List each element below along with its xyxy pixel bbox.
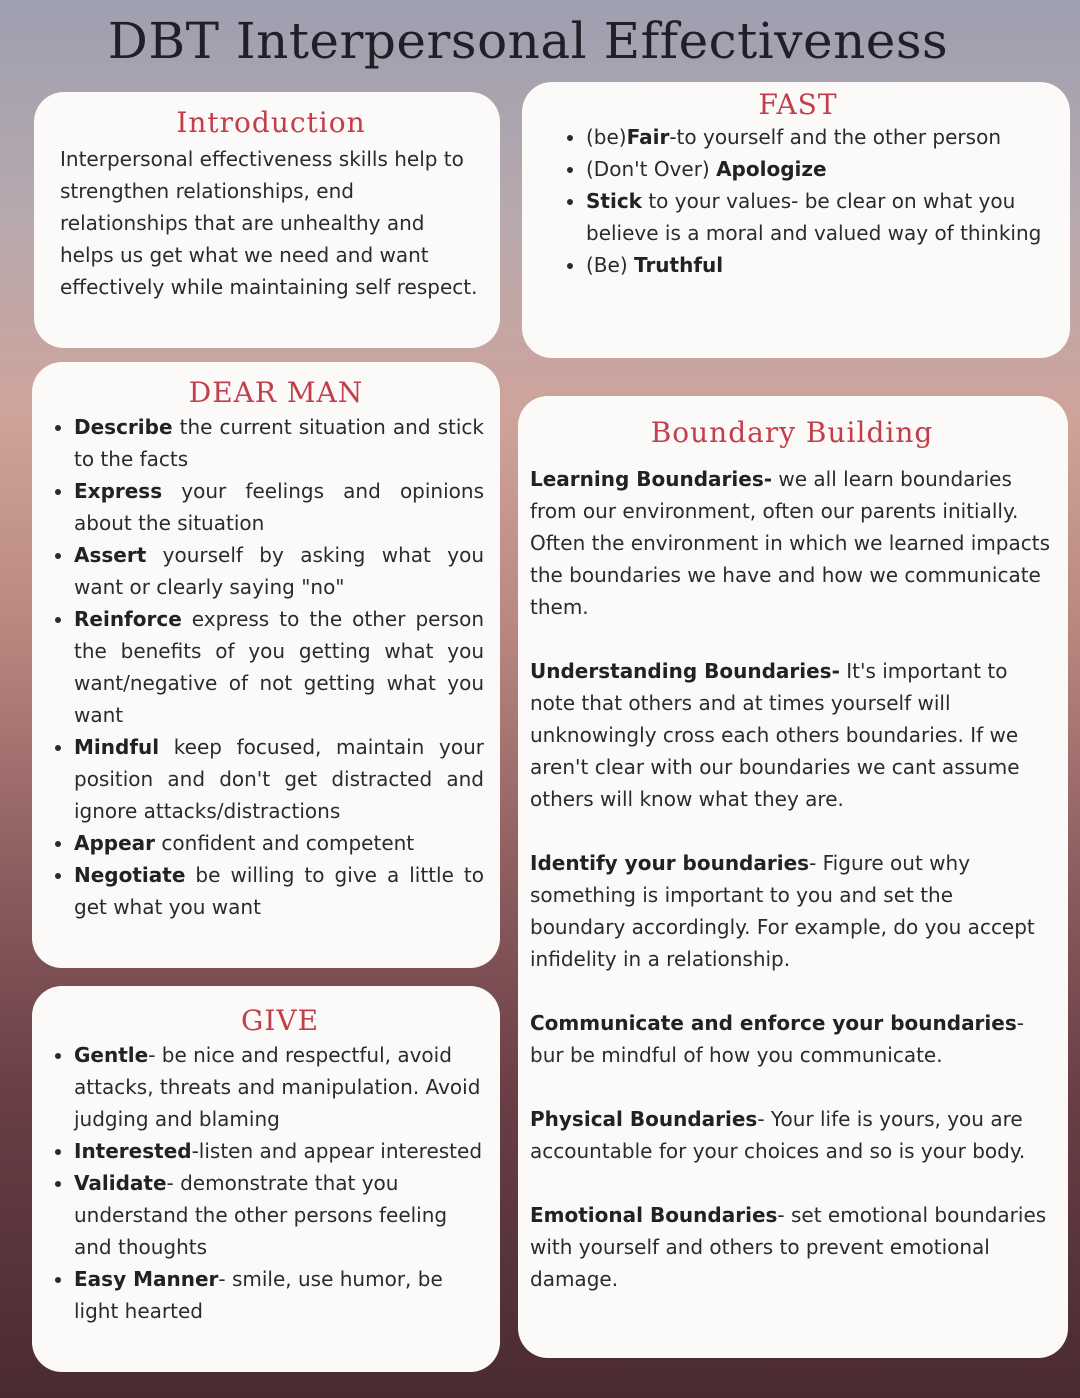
dear-man-keyword: Negotiate: [74, 863, 186, 887]
give-list: [32, 1039, 488, 1327]
boundary-building-heading: Boundary Building: [650, 416, 934, 449]
dear-man-keyword: Reinforce: [74, 607, 182, 631]
boundary-section-learning: [530, 463, 1054, 623]
dear-man-item-assert: [74, 539, 484, 603]
dear-man-keyword: Assert: [74, 543, 147, 567]
page-title: DBT Interpersonal Effectiveness: [107, 12, 949, 70]
boundary-section-title: Understanding Boundaries-: [530, 659, 840, 683]
give-keyword: Easy Manner: [74, 1267, 219, 1291]
boundary-section-title: Identify your boundaries: [530, 851, 810, 875]
fast-item-keyword: Stick: [586, 189, 642, 213]
boundary-section-title: Learning Boundaries-: [530, 467, 773, 491]
dear-man-text: confident and competent: [155, 831, 415, 855]
give-text: - smile, use humor, be light hearted: [74, 1267, 443, 1323]
boundary-building-card: [518, 396, 1068, 1358]
fast-item-keyword: Fair: [626, 125, 670, 149]
dear-man-item-mindful: [74, 731, 484, 827]
fast-item-text: -to yourself and the other person: [669, 125, 1001, 149]
dear-man-heading: DEAR MAN: [188, 376, 364, 409]
boundary-section-text: we all learn boundaries from our environment, often our parents initially. Often the environment in which we learned impacts the boundaries we have and how we communicate them.: [530, 467, 1051, 619]
dear-man-keyword: Express: [74, 479, 163, 503]
dear-man-text: be willing to give a little to get what you want: [74, 863, 484, 919]
boundary-section-title: Communicate and enforce your boundaries: [530, 1011, 1017, 1035]
give-item-gentle: [74, 1039, 488, 1135]
give-card: [32, 986, 500, 1372]
dear-man-item-negotiate: [74, 859, 484, 923]
fast-item-prefix: (Don't Over): [586, 157, 717, 181]
fast-item-fair: [586, 121, 1052, 153]
give-item-interested: [74, 1135, 488, 1167]
fast-item-stick: [586, 185, 1052, 249]
give-keyword: Validate: [74, 1171, 167, 1195]
fast-item-keyword: Apologize: [716, 157, 827, 181]
boundary-section-text: It's important to note that others and at times yourself will unknowingly cross each others boundaries. If we aren't clear with our boundaries we cant assume others will know what they are.: [530, 659, 1020, 811]
fast-heading: FAST: [758, 88, 838, 121]
fast-card: [522, 82, 1070, 358]
boundary-section-physical: [530, 1103, 1054, 1167]
fast-item-keyword: Truthful: [634, 253, 724, 277]
give-keyword: Interested: [74, 1139, 192, 1163]
fast-list: [544, 121, 1052, 281]
give-text: -listen and appear interested: [191, 1139, 483, 1163]
fast-item-prefix: (be): [586, 125, 627, 149]
boundary-section-emotional: [530, 1199, 1054, 1295]
dear-man-item-describe: [74, 411, 484, 475]
dear-man-text: your feelings and opinions about the situation: [74, 479, 484, 535]
boundary-section-text: - set emotional boundaries with yourself and others to prevent emotional damage.: [530, 1203, 1047, 1291]
fast-item-prefix: (Be): [586, 253, 634, 277]
dear-man-text: yourself by asking what you want or clearly saying "no": [74, 543, 484, 599]
dear-man-keyword: Mindful: [74, 735, 160, 759]
boundary-section-communicate: [530, 1007, 1054, 1071]
dear-man-text: keep focused, maintain your position and don't get distracted and ignore attacks/distractions: [74, 735, 484, 823]
give-keyword: Gentle: [74, 1043, 149, 1067]
boundary-section-title: Physical Boundaries: [530, 1107, 758, 1131]
fast-item-truthful: [586, 249, 1052, 281]
boundary-section-title: Emotional Boundaries: [530, 1203, 778, 1227]
dear-man-keyword: Describe: [74, 415, 173, 439]
dear-man-list: [32, 411, 484, 923]
give-text: - demonstrate that you understand the other persons feeling and thoughts: [74, 1171, 448, 1259]
boundary-section-understanding: [530, 655, 1054, 815]
dear-man-keyword: Appear: [74, 831, 156, 855]
give-item-validate: [74, 1167, 488, 1263]
give-item-easy-manner: [74, 1263, 488, 1327]
give-text: - be nice and respectful, avoid attacks, threats and manipulation. Avoid judging and blaming: [74, 1043, 481, 1131]
boundary-section-text: - bur be mindful of how you communicate.: [530, 1011, 1024, 1067]
introduction-heading: Introduction: [176, 106, 366, 139]
dear-man-item-reinforce: [74, 603, 484, 731]
give-heading: GIVE: [240, 1004, 320, 1037]
dear-man-card: [32, 362, 500, 968]
dear-man-text: the current situation and stick to the facts: [74, 415, 484, 471]
fast-item-apologize: [586, 153, 1052, 185]
introduction-card: [34, 92, 500, 348]
dear-man-text: express to the other person the benefits of you getting what you want/negative of not getting what you want: [74, 607, 484, 727]
dear-man-item-appear: [74, 827, 484, 859]
boundary-section-text: - Figure out why something is important to you and set the boundary accordingly. For example, do you accept infidelity in a relationship.: [530, 851, 1035, 971]
boundary-section-text: - Your life is yours, you are accountable for your choices and so is your body.: [530, 1107, 1026, 1163]
dear-man-item-express: [74, 475, 484, 539]
boundary-section-identify: [530, 847, 1054, 975]
introduction-text: Interpersonal effectiveness skills help to strengthen relationships, end relationships that are unhealthy and helps us get what we need and want effectively while maintaining self respect.: [60, 147, 478, 299]
fast-item-text: to your values- be clear on what you believe is a moral and valued way of thinking: [586, 189, 1042, 245]
